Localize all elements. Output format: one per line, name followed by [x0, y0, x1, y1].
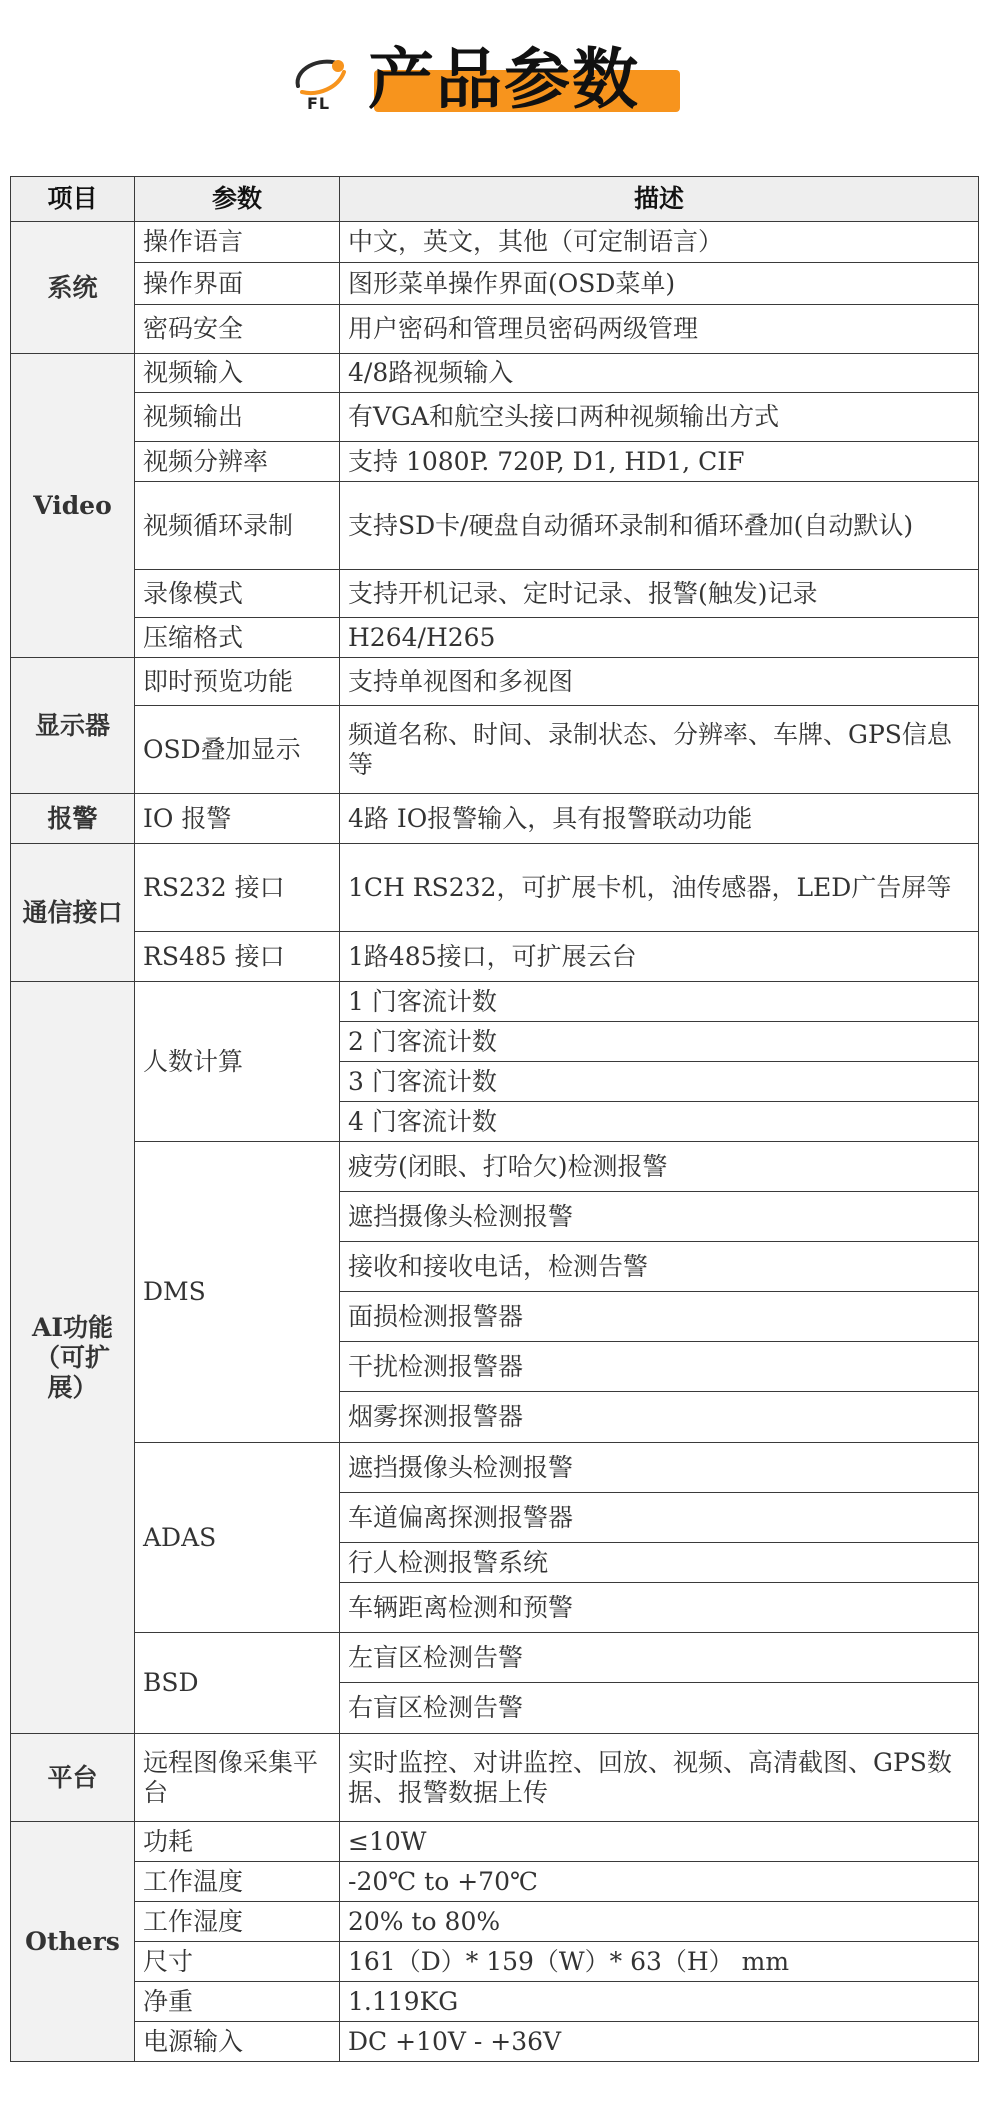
table-row: [11, 1734, 979, 1822]
desc-cell: ≤10W: [340, 1822, 979, 1862]
param-cell: 视频输入: [135, 354, 340, 393]
desc-cell: 用户密码和管理员密码两级管理: [340, 305, 979, 354]
table-row: [11, 1443, 979, 1493]
table-row: [11, 263, 979, 305]
title-block: [368, 40, 640, 120]
param-cell: OSD叠加显示: [135, 706, 340, 794]
param-cell: 密码安全: [135, 305, 340, 354]
table-row: [11, 658, 979, 706]
table-row: [11, 618, 979, 658]
desc-cell: 3 门客流计数: [340, 1062, 979, 1102]
param-cell: DMS: [135, 1142, 340, 1443]
desc-cell: 4路 IO报警输入，具有报警联动功能: [340, 794, 979, 844]
table-row: [11, 442, 979, 482]
param-cell: 功耗: [135, 1822, 340, 1862]
table-row: [11, 570, 979, 618]
desc-cell: 支持开机记录、定时记录、报警(触发)记录: [340, 570, 979, 618]
desc-cell: 行人检测报警系统: [340, 1543, 979, 1583]
desc-cell: 实时监控、对讲监控、回放、视频、高清截图、GPS数据、报警数据上传: [340, 1734, 979, 1822]
param-cell: IO 报警: [135, 794, 340, 844]
table-row: [11, 706, 979, 794]
desc-cell: 接收和接收电话，检测告警: [340, 1242, 979, 1292]
param-cell: 人数计算: [135, 982, 340, 1142]
group-cell: 平台: [11, 1734, 135, 1822]
param-cell: RS485 接口: [135, 932, 340, 982]
table-row: [11, 354, 979, 393]
desc-cell: 右盲区检测告警: [340, 1683, 979, 1734]
page-header: [0, 0, 989, 170]
desc-cell: 支持 1080P. 720P, D1, HD1, CIF: [340, 442, 979, 482]
desc-cell: 车辆距离检测和预警: [340, 1583, 979, 1633]
desc-cell: 4 门客流计数: [340, 1102, 979, 1142]
param-cell: ADAS: [135, 1443, 340, 1633]
desc-cell: 支持SD卡/硬盘自动循环录制和循环叠加(自动默认): [340, 482, 979, 570]
table-row: [11, 305, 979, 354]
desc-cell: 疲劳(闭眼、打哈欠)检测报警: [340, 1142, 979, 1192]
desc-cell: DC +10V - +36V: [340, 2022, 979, 2062]
group-cell: 系统: [11, 222, 135, 354]
param-cell: 压缩格式: [135, 618, 340, 658]
group-cell: 通信接口: [11, 844, 135, 982]
desc-cell: 1.119KG: [340, 1982, 979, 2022]
desc-cell: 1 门客流计数: [340, 982, 979, 1022]
group-cell: 显示器: [11, 658, 135, 794]
desc-cell: H264/H265: [340, 618, 979, 658]
param-cell: 工作温度: [135, 1862, 340, 1902]
desc-cell: 有VGA和航空头接口两种视频输出方式: [340, 393, 979, 442]
desc-cell: 干扰检测报警器: [340, 1342, 979, 1392]
desc-cell: 频道名称、时间、录制状态、分辨率、车牌、GPS信息等: [340, 706, 979, 794]
desc-cell: 车道偏离探测报警器: [340, 1493, 979, 1543]
table-row: [11, 1633, 979, 1683]
desc-cell: 20% to 80%: [340, 1902, 979, 1942]
table-row: [11, 2022, 979, 2062]
param-cell: 远程图像采集平台: [135, 1734, 340, 1822]
param-cell: 视频分辨率: [135, 442, 340, 482]
table-row: [11, 1942, 979, 1982]
header-cell-param: 参数: [135, 177, 340, 222]
param-cell: 视频输出: [135, 393, 340, 442]
param-cell: BSD: [135, 1633, 340, 1734]
table-row: [11, 982, 979, 1022]
table-row: [11, 1902, 979, 1942]
page-title: 产品参数: [368, 41, 640, 118]
param-cell: 电源输入: [135, 2022, 340, 2062]
desc-cell: 4/8路视频输入: [340, 354, 979, 393]
table-row: [11, 932, 979, 982]
param-cell: 录像模式: [135, 570, 340, 618]
desc-cell: -20℃ to +70℃: [340, 1862, 979, 1902]
table-row: [11, 393, 979, 442]
param-cell: 净重: [135, 1982, 340, 2022]
desc-cell: 中文，英文，其他（可定制语言）: [340, 222, 979, 263]
group-cell: AI功能（可扩展）: [11, 982, 135, 1734]
table-row: [11, 1982, 979, 2022]
param-cell: RS232 接口: [135, 844, 340, 932]
desc-cell: 2 门客流计数: [340, 1022, 979, 1062]
param-cell: 工作湿度: [135, 1902, 340, 1942]
param-cell: 操作界面: [135, 263, 340, 305]
desc-cell: 支持单视图和多视图: [340, 658, 979, 706]
param-cell: 尺寸: [135, 1942, 340, 1982]
desc-cell: 烟雾探测报警器: [340, 1392, 979, 1443]
desc-cell: 1路485接口，可扩展云台: [340, 932, 979, 982]
logo-text: FL: [307, 94, 331, 113]
param-cell: 视频循环录制: [135, 482, 340, 570]
desc-cell: 遮挡摄像头检测报警: [340, 1192, 979, 1242]
table-row: [11, 1142, 979, 1192]
desc-cell: 左盲区检测告警: [340, 1633, 979, 1683]
table-row: [11, 844, 979, 932]
table-row: [11, 482, 979, 570]
desc-cell: 面损检测报警器: [340, 1292, 979, 1342]
param-cell: 即时预览功能: [135, 658, 340, 706]
group-cell: Others: [11, 1822, 135, 2062]
desc-cell: 161（D）* 159（W）* 63（H） mm: [340, 1942, 979, 1982]
desc-cell: 遮挡摄像头检测报警: [340, 1443, 979, 1493]
table-row: [11, 794, 979, 844]
param-cell: 操作语言: [135, 222, 340, 263]
table-row: [11, 1862, 979, 1902]
group-cell: 报警: [11, 794, 135, 844]
group-cell: Video: [11, 354, 135, 658]
header-cell-desc: 描述: [340, 177, 979, 222]
table-row: [11, 1822, 979, 1862]
header-cell-item: 项目: [11, 177, 135, 222]
desc-cell: 图形菜单操作界面(OSD菜单): [340, 263, 979, 305]
table-header-row: [11, 177, 979, 222]
table-row: [11, 222, 979, 263]
spec-table: [10, 176, 979, 2062]
desc-cell: 1CH RS232，可扩展卡机，油传感器，LED广告屏等: [340, 844, 979, 932]
